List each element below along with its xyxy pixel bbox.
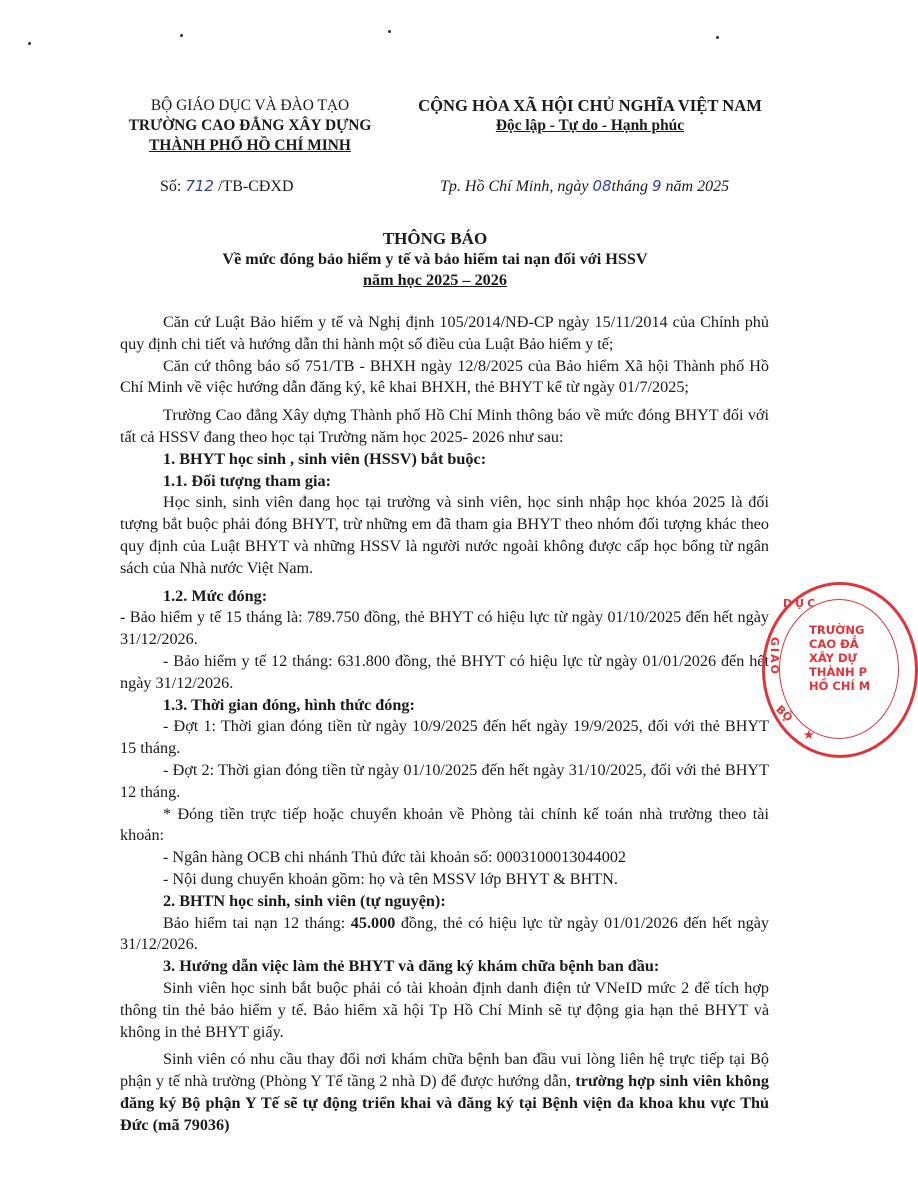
scan-speck: [180, 34, 183, 37]
national-header: [380, 96, 800, 136]
seal-arc-top: DỤC: [783, 597, 819, 610]
official-seal: [762, 582, 918, 758]
issuer-header: [120, 96, 380, 156]
subsection-heading: 1.2. Mức đóng:: [163, 586, 268, 605]
handwritten-number: 712: [185, 177, 214, 195]
list-item: - Bảo hiểm y tế 12 tháng: 631.800 đồng, thẻ BHYT có hiệu lực từ ngày 01/01/2026 đến hết ngày 31/12/2026.: [120, 651, 769, 692]
paragraph: Căn cứ Luật Bảo hiểm y tế và Nghị định 105/2014/NĐ-CP ngày 15/11/2014 của Chính phủ quy định chi tiết và hướng dẫn thi hành một số điều của Luật Bảo hiểm y tế;: [120, 313, 769, 353]
list-item: - Đợt 2: Thời gian đóng tiền từ ngày 01/10/2025 đến hết ngày 31/10/2025, đối với thẻ BHYT 12 tháng.: [120, 760, 769, 801]
document-body: [120, 312, 769, 1136]
handwritten-month: 9: [652, 177, 662, 195]
list-item: - Đợt 1: Thời gian đóng tiền từ ngày 10/9/2025 đến hết ngày 19/9/2025, đối với thẻ BHYT 15 tháng.: [120, 717, 769, 758]
paragraph: Học sinh, sinh viên đang học tại trường và sinh viên, học sinh nhập học khóa 2025 là đối tượng bắt buộc phải đóng BHYT, trừ những em đã tham gia BHYT theo nhóm đối tượng khác theo quy định của Luật BHYT và những HSSV là người nước ngoài không được cấp học bổng từ ngân sách của Nhà nước Việt Nam.: [120, 493, 769, 577]
document-date: Tp. Hồ Chí Minh, ngày 08tháng 9 năm 2025: [440, 177, 730, 195]
document-number: Số: 712 /TB-CĐXD: [160, 177, 294, 195]
list-item: - Bảo hiểm y tế 15 tháng là: 789.750 đồng, thẻ BHYT có hiệu lực từ ngày 01/10/2025 đến hết ngày 31/12/2026.: [120, 608, 769, 649]
ministry-name: BỘ GIÁO DỤC VÀ ĐÀO TẠO: [150, 97, 350, 114]
scan-speck: [388, 30, 391, 33]
school-name-line2: THÀNH PHỐ HỒ CHÍ MINH: [149, 137, 351, 154]
list-item: - Ngân hàng OCB chi nhánh Thủ đức tài khoản số: 0003100013044002: [163, 848, 627, 867]
nation-name: CỘNG HÒA XÃ HỘI CHỦ NGHĨA VIỆT NAM: [418, 96, 762, 115]
title-main: THÔNG BÁO: [382, 229, 488, 248]
emphasized-note: trường hợp sinh viên không đăng ký Bộ phận Y Tế sẽ tự động triển khai và đăng ký tại Bệnh viện đa khoa khu vực Thủ Đức (mã 79036): [120, 1072, 769, 1134]
paragraph: Căn cứ thông báo số 751/TB - BHXH ngày 12/8/2025 của Bảo hiểm Xã hội Thành phố Hồ Chí Minh về việc hướng dẫn đăng ký, kê khai BHXH, thẻ BHYT kể từ ngày 01/7/2025;: [120, 356, 769, 397]
title-school-year: năm học 2025 – 2026: [363, 271, 507, 289]
title-subject: Về mức đóng bảo hiểm y tế và bảo hiểm tai nạn đối với HSSV: [222, 250, 648, 268]
scan-speck: [28, 42, 31, 45]
star-icon: ★: [803, 728, 815, 743]
paragraph: Bảo hiểm tai nạn 12 tháng: 45.000 đồng, thẻ có hiệu lực từ ngày 01/01/2026 đến hết ngày 31/12/2026.: [120, 913, 769, 954]
subsection-heading: 1.1. Đối tượng tham gia:: [163, 471, 331, 490]
paragraph: Sinh viên có nhu cầu thay đổi nơi khám chữa bệnh ban đầu vui lòng liên hệ trực tiếp tại Bộ phận y tế nhà trường (Phòng Y Tế tầng 2 nhà D) để được hướng dẫn, trường hợp sinh viên không đăng ký Bộ phận Y Tế sẽ tự động triển khai và đăng ký tại Bệnh viện đa khoa khu vực Thủ Đức (mã 79036): [120, 1050, 769, 1134]
school-name-line1: TRƯỜNG CAO ĐẲNG XÂY DỰNG: [128, 117, 372, 134]
section-heading: 1. BHYT học sinh , sinh viên (HSSV) bắt buộc:: [163, 449, 487, 468]
scan-speck: [716, 36, 719, 39]
seal-arc-left: GIAO: [767, 637, 781, 676]
list-item: - Nội dung chuyển khoản gồm: họ và tên MSSV lớp BHYT & BHTN.: [163, 869, 618, 888]
paragraph: * Đóng tiền trực tiếp hoặc chuyển khoản về Phòng tài chính kế toán nhà trường theo tài khoản:: [120, 804, 769, 845]
premium-amount: 45.000: [350, 913, 396, 932]
handwritten-day: 08: [592, 177, 612, 195]
subsection-heading: 1.3. Thời gian đóng, hình thức đóng:: [163, 695, 415, 714]
seal-arc-bottom: BỘ: [773, 702, 796, 725]
paragraph: Sinh viên học sinh bắt buộc phải có tài khoản định danh điện tử VNeID mức 2 để tích hợp thông tin thẻ bảo hiểm y tế. Bảo hiểm xã hội Tp Hồ Chí Minh sẽ tự động gia hạn thẻ BHYT và không in thẻ BHYT giấy.: [120, 978, 769, 1041]
seal-center-text: TRƯỜNG CAO ĐẲ XÂY DỰ THÀNH P HỒ CHÍ M: [809, 623, 871, 693]
paragraph: Trường Cao đẳng Xây dựng Thành phố Hồ Chí Minh thông báo về mức đóng BHYT đối với tất cả HSSV đang theo học tại Trường năm học 2025- 2026 như sau:: [120, 406, 769, 446]
section-heading: 3. Hướng dẫn việc làm thẻ BHYT và đăng ký khám chữa bệnh ban đầu:: [163, 957, 660, 976]
section-heading: 2. BHTN học sinh, sinh viên (tự nguyện):: [163, 891, 446, 910]
national-motto: Độc lập - Tự do - Hạnh phúc: [495, 117, 685, 134]
document-title: [150, 228, 720, 291]
